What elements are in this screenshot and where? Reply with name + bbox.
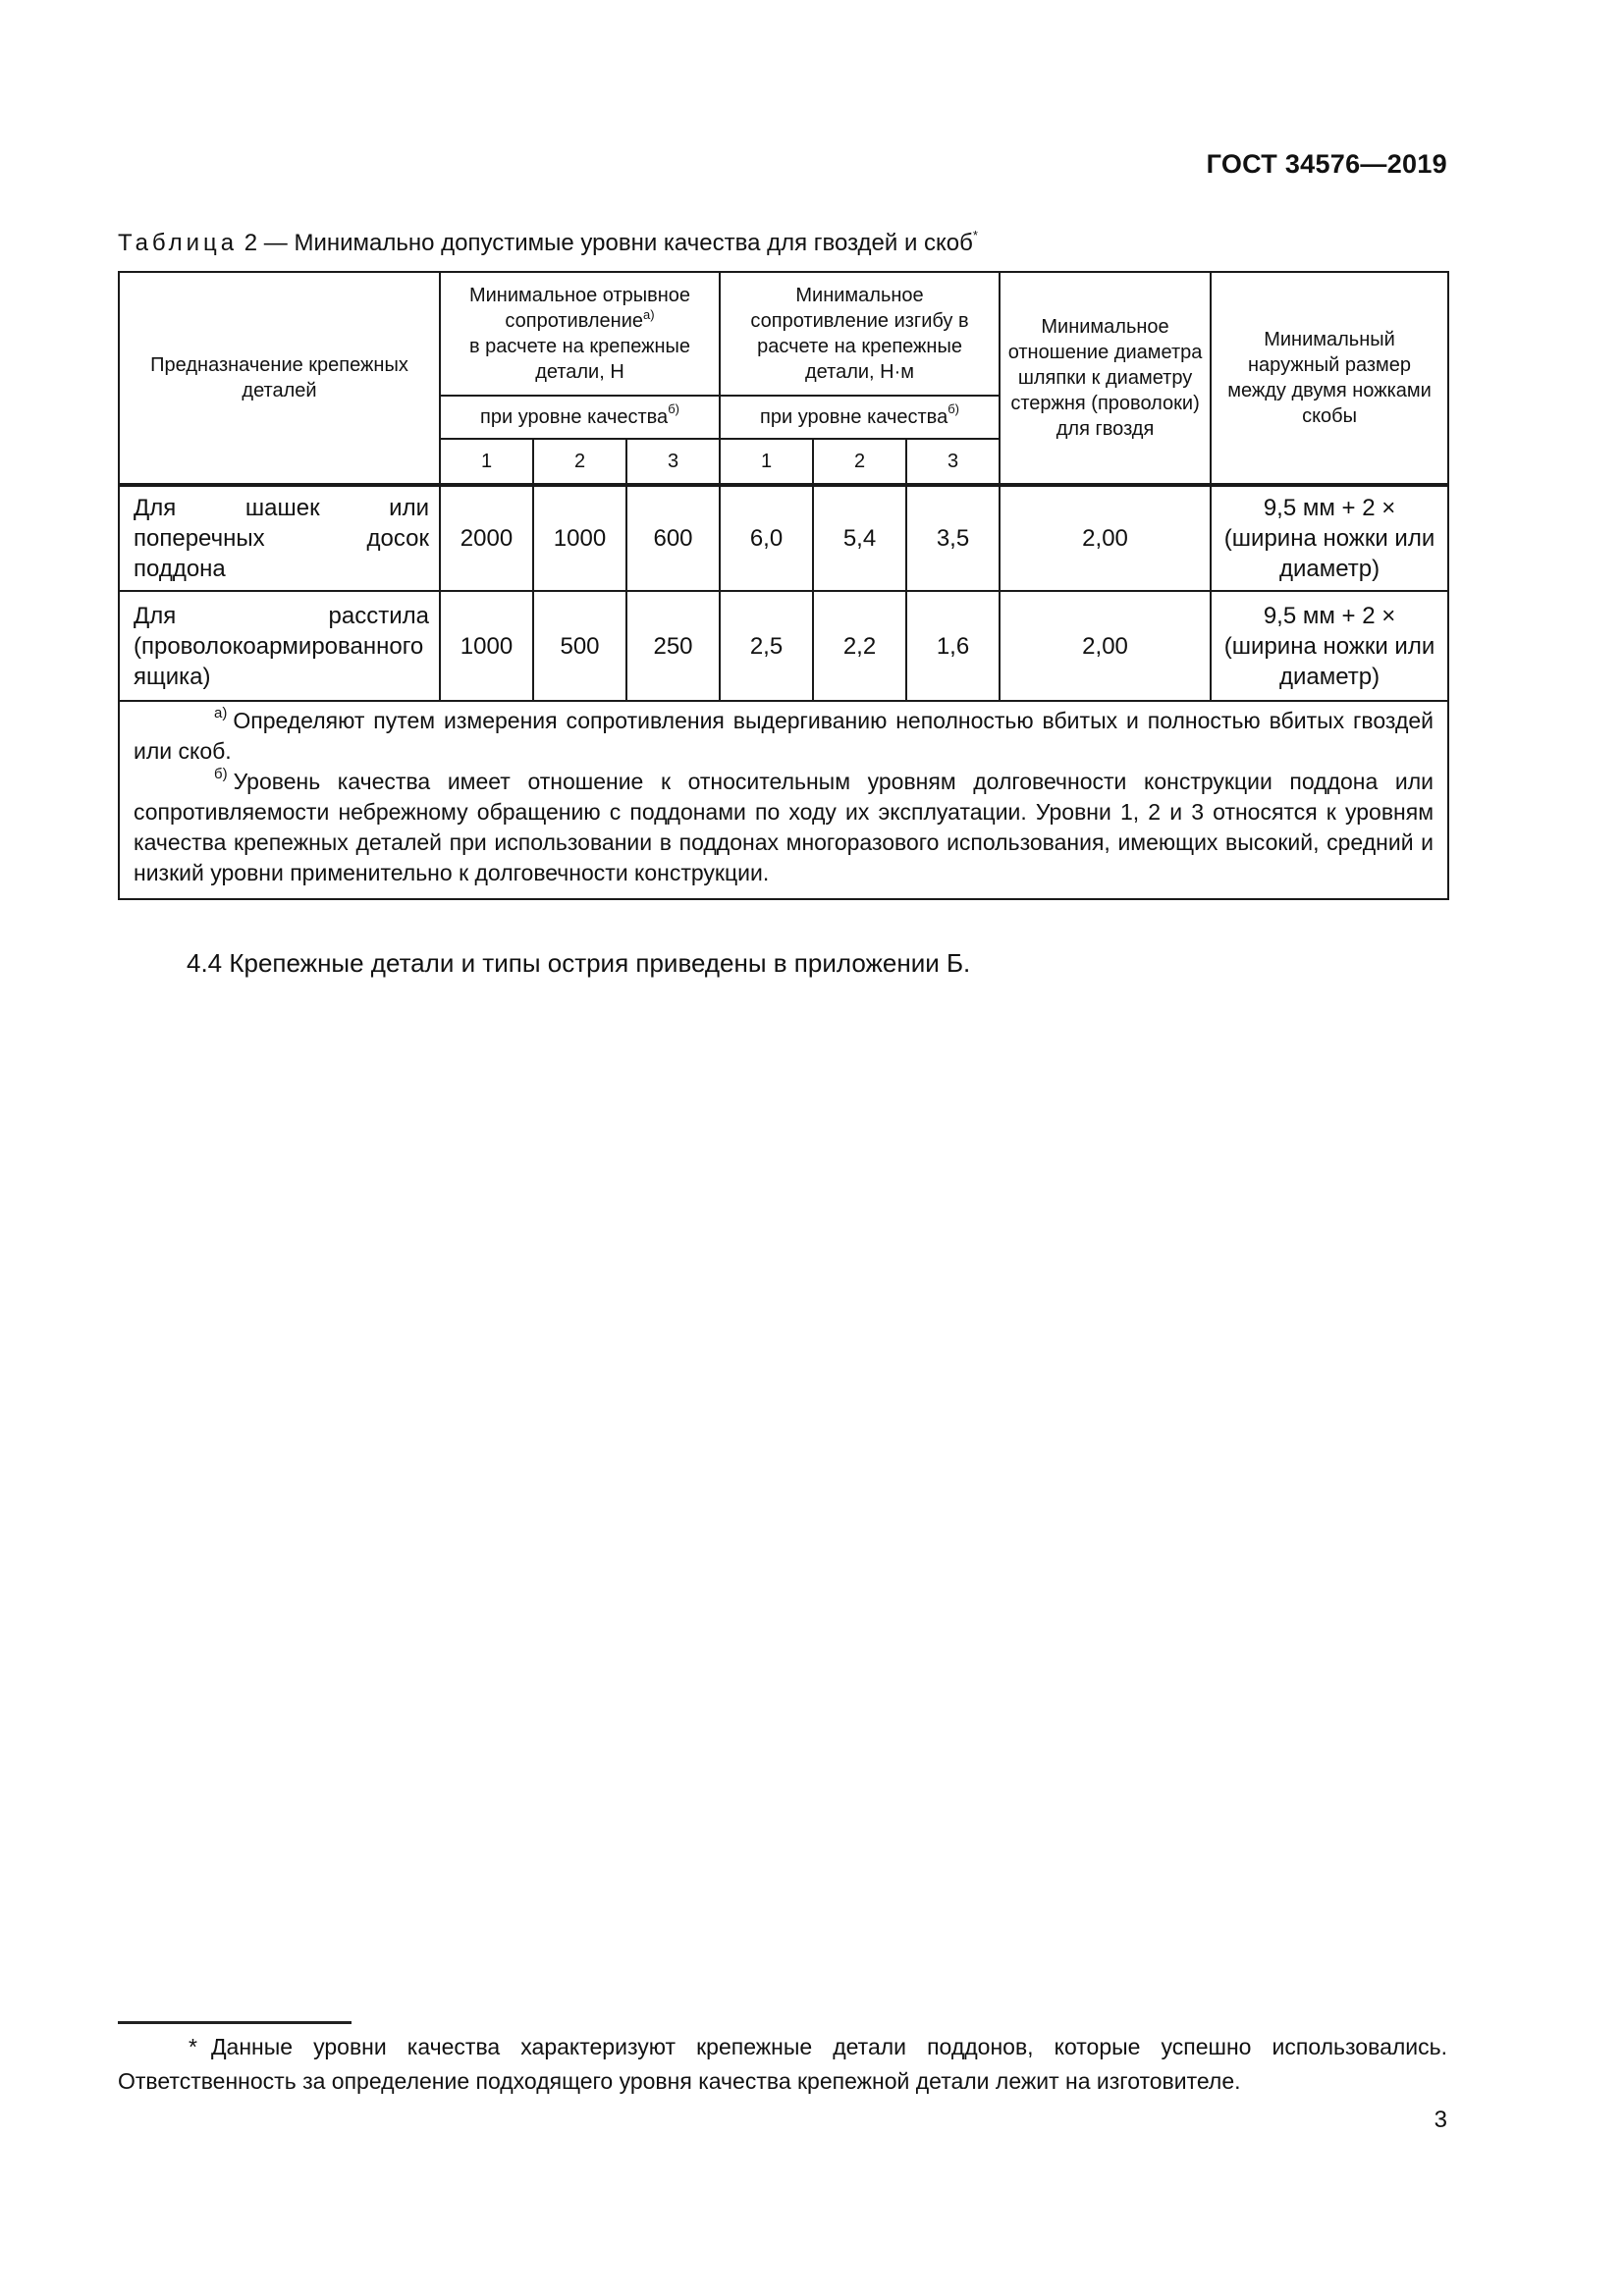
caption-word: Таблица (118, 230, 239, 256)
header-staple-size: Минимальный наружный размер между двумя ножками скобы (1211, 272, 1448, 484)
table-note (134, 706, 1434, 767)
row-purpose: Для расстила (проволокоармированного ящика) (119, 591, 440, 701)
header-pullout-mark: а) (643, 307, 655, 322)
bending-value: 6,0 (720, 486, 813, 591)
table-notes (119, 701, 1448, 899)
staple-size-value: 9,5 мм + 2 × (ширина ножки или диаметр) (1211, 591, 1448, 701)
footnote-text: Данные уровни качества характеризуют крепежные детали поддонов, которые успешно использовались. Ответственность за определение подходящего уровня качества крепежной детали лежит на изготовителе. (118, 2034, 1447, 2094)
quality-levels-table (118, 271, 1449, 900)
level-3: 3 (626, 439, 720, 484)
caption-footnote-mark: * (972, 228, 978, 242)
quality-label: при уровне качества (760, 406, 948, 428)
caption-text: 2 — Минимально допустимые уровни качества для гвоздей и скоб (238, 230, 973, 256)
header-pullout-rest: в расчете на крепежные детали, Н (468, 336, 691, 383)
table-note (134, 767, 1434, 888)
staple-size-value: 9,5 мм + 2 × (ширина ножки или диаметр) (1211, 486, 1448, 591)
bending-value: 3,5 (906, 486, 1000, 591)
standard-code: ГОСТ 34576—2019 (1206, 149, 1447, 179)
header-quality-pullout (440, 396, 720, 439)
quality-mark: б) (947, 401, 959, 416)
header-pullout-text: Минимальное отрывное сопротивление (468, 285, 691, 332)
pullout-value: 1000 (440, 591, 533, 701)
head-ratio-value: 2,00 (1000, 486, 1211, 591)
head-ratio-value: 2,00 (1000, 591, 1211, 701)
bending-value: 1,6 (906, 591, 1000, 701)
pullout-value: 2000 (440, 486, 533, 591)
page-footnote (118, 2030, 1447, 2099)
level-1: 1 (440, 439, 533, 484)
footnote-mark: * (189, 2034, 197, 2059)
pullout-value: 600 (626, 486, 720, 591)
body-paragraph: 4.4 Крепежные детали и типы острия приведены в приложении Б. (187, 948, 971, 978)
header-pullout (440, 272, 720, 396)
bending-value: 5,4 (813, 486, 906, 591)
header-quality-bending (720, 396, 1000, 439)
note-text: Уровень качества имеет отношение к относительным уровням долговечности конструкции поддона или сопротивляемости небрежному обращению с поддонами по ходу их эксплуатации. Уровни 1, 2 и 3 относятся к уровням качества крепежных деталей при использовании в поддонах многоразового использования, имеющих высокий, средний и низкий уровни применительно к долговечности конструкции. (134, 769, 1435, 885)
table-row (119, 591, 1448, 701)
bending-value: 2,2 (813, 591, 906, 701)
pullout-value: 1000 (533, 486, 626, 591)
note-mark: б) (214, 766, 228, 782)
level-2: 2 (813, 439, 906, 484)
row-purpose: Для шашек или поперечных досок поддона (119, 486, 440, 591)
table-caption (118, 228, 978, 257)
note-text: Определяют путем измерения сопротивления выдергиванию неполностью вбитых и полностью вбитых гвоздей или скоб. (134, 708, 1435, 764)
level-3: 3 (906, 439, 1000, 484)
bending-value: 2,5 (720, 591, 813, 701)
page-number: 3 (1434, 2107, 1447, 2133)
quality-label: при уровне качества (480, 406, 669, 428)
footnote-rule (118, 2021, 352, 2024)
level-2: 2 (533, 439, 626, 484)
table-row (119, 486, 1448, 591)
header-head-ratio: Минимальное отношение диаметра шляпки к диаметру стержня (проволоки) для гвоздя (1000, 272, 1211, 484)
header-bending: Минимальное сопротивление изгибу в расчете на крепежные детали, Н·м (720, 272, 1000, 396)
header-purpose: Предназначение крепежных деталей (119, 272, 440, 484)
level-1: 1 (720, 439, 813, 484)
note-mark: а) (214, 705, 228, 721)
quality-mark: б) (668, 401, 679, 416)
pullout-value: 500 (533, 591, 626, 701)
pullout-value: 250 (626, 591, 720, 701)
